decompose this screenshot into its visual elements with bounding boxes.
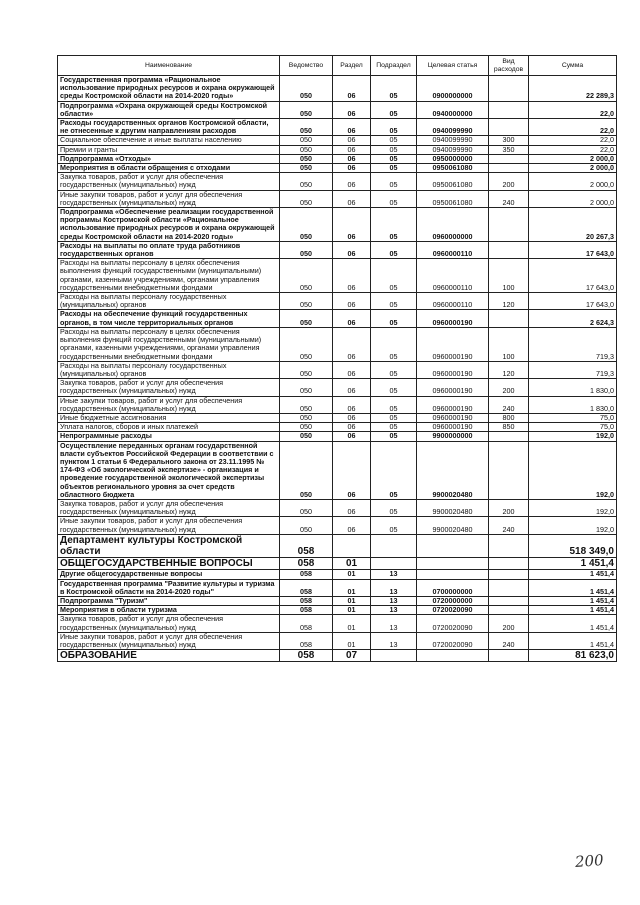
budget-table-sheet	[57, 55, 616, 662]
cell-podrazdel: 05	[371, 361, 417, 378]
cell-podrazdel: 05	[371, 327, 417, 361]
cell-vid: 100	[489, 327, 529, 361]
cell-razdel: 01	[333, 570, 371, 579]
cell-razdel: 06	[333, 361, 371, 378]
cell-vedomstvo: 050	[280, 310, 333, 327]
header-sum: Сумма	[529, 56, 617, 76]
cell-podrazdel	[371, 558, 417, 570]
cell-razdel: 01	[333, 615, 371, 632]
header-name: Наименование	[58, 56, 280, 76]
cell-vedomstvo: 058	[280, 534, 333, 557]
cell-sum: 2 000,0	[529, 154, 617, 163]
cell-vedomstvo: 058	[280, 570, 333, 579]
cell-razdel: 06	[333, 76, 371, 102]
cell-vid: 200	[489, 499, 529, 516]
cell-sum: 518 349,0	[529, 534, 617, 557]
cell-sum: 2 000,0	[529, 173, 617, 190]
cell-vid: 240	[489, 396, 529, 413]
cell-razdel: 06	[333, 145, 371, 154]
cell-name: Расходы на выплаты персоналу государственных (муниципальных) органов	[58, 293, 280, 310]
cell-name: Расходы на выплаты персоналу в целях обеспечения выполнения функций государственными (муниципальными) органами, казенными учреждениями, органами управления государственными внебюджетными фондами	[58, 259, 280, 293]
table-row	[58, 145, 617, 154]
table-row	[58, 570, 617, 579]
cell-vedomstvo: 050	[280, 413, 333, 422]
cell-vid	[489, 606, 529, 615]
cell-vid	[489, 119, 529, 136]
cell-name: Закупка товаров, работ и услуг для обеспечения государственных (муниципальных) нужд	[58, 173, 280, 190]
table-row	[58, 208, 617, 242]
cell-target: 0720020090	[417, 615, 489, 632]
cell-vid: 850	[489, 423, 529, 432]
cell-razdel: 06	[333, 432, 371, 441]
cell-vid	[489, 310, 529, 327]
cell-razdel: 01	[333, 596, 371, 605]
cell-target: 0940099990	[417, 145, 489, 154]
cell-razdel: 06	[333, 517, 371, 534]
table-row	[58, 101, 617, 118]
cell-vid	[489, 208, 529, 242]
cell-razdel: 06	[333, 441, 371, 499]
table-row	[58, 579, 617, 596]
cell-podrazdel	[371, 650, 417, 662]
cell-podrazdel: 05	[371, 441, 417, 499]
cell-name: Подпрограмма «Обеспечение реализации государственной программы Костромской области «Рациональное использование природных ресурсов и охрана окружающей среды Костромской области на 2014-2020 годы»	[58, 208, 280, 242]
cell-target: 0720020090	[417, 632, 489, 649]
cell-sum: 22 289,3	[529, 76, 617, 102]
cell-sum: 719,3	[529, 361, 617, 378]
header-target: Целевая статья	[417, 56, 489, 76]
cell-target	[417, 570, 489, 579]
cell-podrazdel: 05	[371, 259, 417, 293]
cell-vedomstvo: 050	[280, 327, 333, 361]
cell-vedomstvo: 050	[280, 259, 333, 293]
cell-name: Иные закупки товаров, работ и услуг для обеспечения государственных (муниципальных) нужд	[58, 190, 280, 207]
cell-name: Закупка товаров, работ и услуг для обеспечения государственных (муниципальных) нужд	[58, 379, 280, 396]
cell-vid: 200	[489, 615, 529, 632]
cell-sum: 2 000,0	[529, 190, 617, 207]
cell-name: ОБРАЗОВАНИЕ	[58, 650, 280, 662]
table-row	[58, 327, 617, 361]
cell-podrazdel: 05	[371, 136, 417, 145]
cell-razdel: 01	[333, 579, 371, 596]
cell-razdel: 06	[333, 259, 371, 293]
cell-vedomstvo: 050	[280, 499, 333, 516]
cell-razdel: 06	[333, 208, 371, 242]
cell-name: Подпрограмма «Охрана окружающей среды Костромской области»	[58, 101, 280, 118]
header-vedomstvo: Ведомство	[280, 56, 333, 76]
cell-target: 0960000110	[417, 259, 489, 293]
table-row	[58, 241, 617, 258]
cell-vedomstvo: 050	[280, 190, 333, 207]
cell-vedomstvo: 058	[280, 558, 333, 570]
cell-vedomstvo: 050	[280, 136, 333, 145]
cell-name: ОБЩЕГОСУДАРСТВЕННЫЕ ВОПРОСЫ	[58, 558, 280, 570]
cell-podrazdel: 05	[371, 432, 417, 441]
cell-vedomstvo: 050	[280, 432, 333, 441]
cell-vid: 240	[489, 632, 529, 649]
cell-vid	[489, 154, 529, 163]
cell-vedomstvo: 058	[280, 606, 333, 615]
cell-razdel: 06	[333, 293, 371, 310]
cell-sum: 75,0	[529, 413, 617, 422]
table-row	[58, 606, 617, 615]
cell-podrazdel: 05	[371, 413, 417, 422]
cell-vid	[489, 579, 529, 596]
cell-target: 0960000190	[417, 379, 489, 396]
cell-name: Иные закупки товаров, работ и услуг для обеспечения государственных (муниципальных) нужд	[58, 396, 280, 413]
cell-podrazdel: 05	[371, 154, 417, 163]
cell-target	[417, 558, 489, 570]
cell-sum: 17 643,0	[529, 259, 617, 293]
cell-name: Иные бюджетные ассигнования	[58, 413, 280, 422]
table-row	[58, 432, 617, 441]
cell-target: 0960000190	[417, 310, 489, 327]
cell-razdel: 01	[333, 606, 371, 615]
cell-name: Расходы на выплаты по оплате труда работников государственных органов	[58, 241, 280, 258]
table-row	[58, 76, 617, 102]
cell-target	[417, 534, 489, 557]
cell-vid	[489, 432, 529, 441]
table-row	[58, 615, 617, 632]
cell-name: Социальное обеспечение и иные выплаты населению	[58, 136, 280, 145]
cell-name: Расходы на обеспечение функций государственных органов, в том числе территориальных органов	[58, 310, 280, 327]
cell-razdel: 06	[333, 413, 371, 422]
cell-razdel: 06	[333, 136, 371, 145]
table-row	[58, 534, 617, 557]
cell-podrazdel: 05	[371, 310, 417, 327]
cell-sum: 1 451,4	[529, 579, 617, 596]
cell-name: Иные закупки товаров, работ и услуг для обеспечения государственных (муниципальных) нужд	[58, 517, 280, 534]
cell-sum: 1 451,4	[529, 615, 617, 632]
cell-vid	[489, 596, 529, 605]
cell-sum: 22,0	[529, 119, 617, 136]
cell-sum: 1 451,4	[529, 570, 617, 579]
cell-target: 0960000110	[417, 241, 489, 258]
cell-podrazdel	[371, 534, 417, 557]
cell-target: 0950061080	[417, 190, 489, 207]
table-row	[58, 259, 617, 293]
cell-name: Подпрограмма "Туризм"	[58, 596, 280, 605]
cell-target: 0960000110	[417, 293, 489, 310]
cell-sum: 81 623,0	[529, 650, 617, 662]
cell-podrazdel: 05	[371, 145, 417, 154]
cell-name: Расходы государственных органов Костромской области, не отнесенные к другим направлениям расходов	[58, 119, 280, 136]
cell-razdel: 06	[333, 396, 371, 413]
cell-podrazdel: 13	[371, 615, 417, 632]
cell-vedomstvo: 050	[280, 441, 333, 499]
cell-vedomstvo: 058	[280, 615, 333, 632]
cell-sum: 1 830,0	[529, 396, 617, 413]
cell-razdel: 06	[333, 119, 371, 136]
cell-sum: 1 451,4	[529, 596, 617, 605]
cell-vid	[489, 650, 529, 662]
cell-vedomstvo: 050	[280, 76, 333, 102]
cell-vedomstvo: 058	[280, 579, 333, 596]
cell-vedomstvo: 050	[280, 241, 333, 258]
cell-sum: 17 643,0	[529, 241, 617, 258]
cell-name: Непрограммные расходы	[58, 432, 280, 441]
cell-name: Закупка товаров, работ и услуг для обеспечения государственных (муниципальных) нужд	[58, 615, 280, 632]
cell-name: Другие общегосударственные вопросы	[58, 570, 280, 579]
cell-podrazdel: 05	[371, 208, 417, 242]
cell-vedomstvo: 050	[280, 145, 333, 154]
cell-sum: 20 267,3	[529, 208, 617, 242]
table-header-row	[58, 56, 617, 76]
cell-vid: 200	[489, 173, 529, 190]
cell-sum: 192,0	[529, 499, 617, 516]
table-row	[58, 173, 617, 190]
table-row	[58, 423, 617, 432]
table-row	[58, 164, 617, 173]
cell-sum: 75,0	[529, 423, 617, 432]
cell-vedomstvo: 058	[280, 596, 333, 605]
cell-vid: 120	[489, 293, 529, 310]
cell-name: Государственная программа "Развитие культуры и туризма в Костромской области на 2014-2020 годы"	[58, 579, 280, 596]
cell-vedomstvo: 050	[280, 101, 333, 118]
cell-razdel: 06	[333, 379, 371, 396]
table-row	[58, 517, 617, 534]
cell-vedomstvo: 058	[280, 650, 333, 662]
cell-sum: 192,0	[529, 432, 617, 441]
cell-target: 0950061080	[417, 164, 489, 173]
cell-podrazdel: 13	[371, 579, 417, 596]
cell-razdel: 01	[333, 632, 371, 649]
cell-vid	[489, 570, 529, 579]
cell-name: Мероприятия в области обращения с отходами	[58, 164, 280, 173]
cell-target: 0960000190	[417, 327, 489, 361]
cell-sum: 719,3	[529, 327, 617, 361]
cell-podrazdel: 05	[371, 499, 417, 516]
table-row	[58, 361, 617, 378]
cell-name: Подпрограмма «Отходы»	[58, 154, 280, 163]
cell-vedomstvo: 050	[280, 423, 333, 432]
cell-razdel	[333, 534, 371, 557]
page-number: 200	[574, 851, 605, 871]
cell-sum: 192,0	[529, 517, 617, 534]
cell-target: 0700000000	[417, 579, 489, 596]
cell-razdel: 06	[333, 164, 371, 173]
cell-vid	[489, 164, 529, 173]
cell-target: 0940099990	[417, 136, 489, 145]
table-row	[58, 293, 617, 310]
cell-vid	[489, 76, 529, 102]
cell-name: Мероприятия в области туризма	[58, 606, 280, 615]
table-row	[58, 558, 617, 570]
cell-sum: 1 451,4	[529, 606, 617, 615]
table-row	[58, 632, 617, 649]
cell-podrazdel: 05	[371, 101, 417, 118]
cell-target: 9900000000	[417, 432, 489, 441]
cell-vid	[489, 558, 529, 570]
table-row	[58, 650, 617, 662]
table-row	[58, 413, 617, 422]
cell-podrazdel: 05	[371, 396, 417, 413]
cell-target: 0940099990	[417, 119, 489, 136]
cell-razdel: 06	[333, 327, 371, 361]
table-row	[58, 379, 617, 396]
table-row	[58, 396, 617, 413]
cell-vedomstvo: 050	[280, 164, 333, 173]
cell-vedomstvo: 050	[280, 154, 333, 163]
cell-vedomstvo: 050	[280, 293, 333, 310]
cell-razdel: 07	[333, 650, 371, 662]
cell-target: 9900020480	[417, 517, 489, 534]
table-row	[58, 441, 617, 499]
cell-razdel: 06	[333, 241, 371, 258]
cell-sum: 1 451,4	[529, 632, 617, 649]
cell-vid: 240	[489, 190, 529, 207]
cell-target: 9900020480	[417, 499, 489, 516]
cell-name: Расходы на выплаты персоналу в целях обеспечения выполнения функций государственными (муниципальными) органами, казенными учреждениями, органами управления государственными внебюджетными фондами	[58, 327, 280, 361]
budget-table	[57, 55, 617, 662]
cell-name: Расходы на выплаты персоналу государственных (муниципальных) органов	[58, 361, 280, 378]
cell-sum: 22,0	[529, 101, 617, 118]
cell-vedomstvo: 050	[280, 208, 333, 242]
cell-target	[417, 650, 489, 662]
cell-name: Осуществление переданных органам государственной власти субъектов Российской Федерации в соответствии с пунктом 1 статьи 6 Федерального закона от 23.11.1995 № 174-ФЗ «Об экологической экспертизе» - организация и проведение государственной экологической экспертизы объектов регионального уровня за счет средств областного бюджета	[58, 441, 280, 499]
cell-sum: 2 624,3	[529, 310, 617, 327]
cell-vid	[489, 241, 529, 258]
cell-vedomstvo: 058	[280, 632, 333, 649]
cell-podrazdel: 05	[371, 379, 417, 396]
cell-podrazdel: 05	[371, 241, 417, 258]
cell-target: 0960000190	[417, 423, 489, 432]
cell-razdel: 06	[333, 310, 371, 327]
header-razdel: Раздел	[333, 56, 371, 76]
cell-podrazdel: 13	[371, 570, 417, 579]
cell-name: Уплата налогов, сборов и иных платежей	[58, 423, 280, 432]
cell-target: 0720000000	[417, 596, 489, 605]
cell-target: 0720020090	[417, 606, 489, 615]
cell-target: 0960000190	[417, 396, 489, 413]
cell-target: 0960000000	[417, 208, 489, 242]
cell-vedomstvo: 050	[280, 361, 333, 378]
table-row	[58, 310, 617, 327]
cell-sum: 192,0	[529, 441, 617, 499]
header-vid: Вид расходов	[489, 56, 529, 76]
cell-vid	[489, 441, 529, 499]
cell-name: Премии и гранты	[58, 145, 280, 154]
cell-vid: 240	[489, 517, 529, 534]
cell-target: 0950000000	[417, 154, 489, 163]
cell-razdel: 06	[333, 423, 371, 432]
cell-target: 9900020480	[417, 441, 489, 499]
table-row	[58, 154, 617, 163]
cell-vid	[489, 101, 529, 118]
cell-vedomstvo: 050	[280, 517, 333, 534]
cell-target: 0960000190	[417, 413, 489, 422]
cell-sum: 1 830,0	[529, 379, 617, 396]
cell-sum: 22,0	[529, 136, 617, 145]
cell-podrazdel: 05	[371, 164, 417, 173]
cell-target: 0960000190	[417, 361, 489, 378]
table-row	[58, 136, 617, 145]
cell-podrazdel: 05	[371, 190, 417, 207]
cell-razdel: 06	[333, 190, 371, 207]
cell-podrazdel: 13	[371, 632, 417, 649]
cell-name: Закупка товаров, работ и услуг для обеспечения государственных (муниципальных) нужд	[58, 499, 280, 516]
cell-sum: 2 000,0	[529, 164, 617, 173]
cell-razdel: 06	[333, 173, 371, 190]
table-row	[58, 190, 617, 207]
cell-podrazdel: 05	[371, 517, 417, 534]
cell-podrazdel: 05	[371, 119, 417, 136]
table-row	[58, 119, 617, 136]
cell-vid: 350	[489, 145, 529, 154]
cell-name: Департамент культуры Костромской области	[58, 534, 280, 557]
table-row	[58, 596, 617, 605]
cell-target: 0950061080	[417, 173, 489, 190]
cell-name: Иные закупки товаров, работ и услуг для обеспечения государственных (муниципальных) нужд	[58, 632, 280, 649]
header-podrazdel: Подраздел	[371, 56, 417, 76]
cell-vid: 120	[489, 361, 529, 378]
cell-vid: 300	[489, 136, 529, 145]
cell-vid: 800	[489, 413, 529, 422]
cell-podrazdel: 13	[371, 606, 417, 615]
cell-vedomstvo: 050	[280, 119, 333, 136]
cell-vedomstvo: 050	[280, 173, 333, 190]
cell-sum: 22,0	[529, 145, 617, 154]
cell-podrazdel: 05	[371, 173, 417, 190]
cell-vedomstvo: 050	[280, 379, 333, 396]
cell-vid	[489, 534, 529, 557]
cell-sum: 17 643,0	[529, 293, 617, 310]
cell-target: 0940000000	[417, 101, 489, 118]
cell-podrazdel: 05	[371, 423, 417, 432]
cell-vid: 200	[489, 379, 529, 396]
cell-podrazdel: 05	[371, 76, 417, 102]
cell-podrazdel: 05	[371, 293, 417, 310]
table-row	[58, 499, 617, 516]
cell-vid: 100	[489, 259, 529, 293]
cell-razdel: 06	[333, 499, 371, 516]
cell-vedomstvo: 050	[280, 396, 333, 413]
cell-razdel: 01	[333, 558, 371, 570]
cell-razdel: 06	[333, 154, 371, 163]
cell-name: Государственная программа «Рациональное использование природных ресурсов и охрана окружающей среды Костромской области на 2014-2020 годы»	[58, 76, 280, 102]
cell-target: 0900000000	[417, 76, 489, 102]
cell-podrazdel: 13	[371, 596, 417, 605]
cell-sum: 1 451,4	[529, 558, 617, 570]
cell-razdel: 06	[333, 101, 371, 118]
